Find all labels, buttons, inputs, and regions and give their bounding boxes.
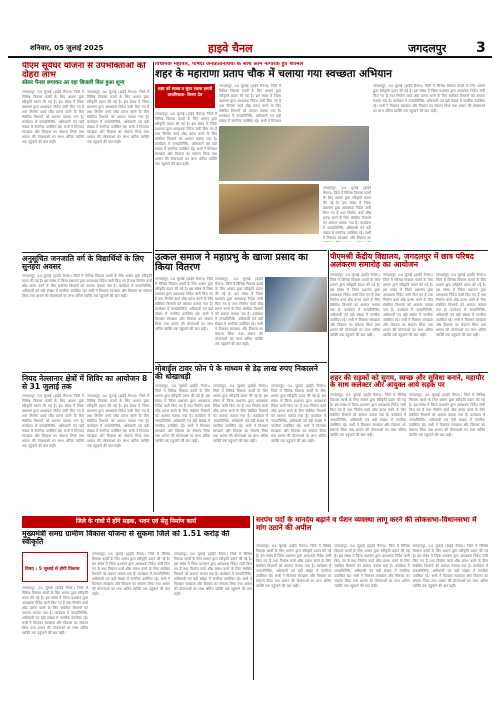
column-divider: [253, 516, 254, 680]
article-body: जगदलपुर, 04 जुलाई (हाईवे चैनल)। जिले में विभिन्न विकास कार्यों के लिए शासन द्वारा स्वीकृति प्रदान की गई है। इस संबंध में जिला प्रशासन द्वारा आवश्यक निर्देश जारी किए गए हैं तथा निर्माण कार्य शीघ्र प्रारंभ करने के लिए संबंधित विभागों को अवगत कराया गया है। कार्यक्रम में जनप्रतिनिधि, अधिकारी एवं बड़ी संख्या में नागरिक उपस्थित रहे। सभी ने मिलकर स्वच्छता और विकास का संकल्प लिया तथा शासन की योजनाओं का लाभ अंतिम व्यक्ति तक पहुंचाने की बात कही।: [155, 383, 210, 443]
column-divider: [328, 250, 329, 512]
article-body: जगदलपुर, 04 जुलाई (हाईवे चैनल)। जिले में विभिन्न विकास कार्यों के लिए शासन द्वारा स्वीकृति प्रदान की गई है। इस संबंध में जिला प्रशासन द्वारा आवश्यक निर्देश जारी किए गए हैं तथा निर्माण कार्य शीघ्र प्रारंभ करने के लिए संबंधित विभागों को अवगत कराया गया है। कार्यक्रम में जनप्रतिनिधि, अधिकारी एवं बड़ी संख्या में नागरिक उपस्थित रहे। सभी ने मिलकर स्वच्छता और विकास का संकल्प लिया तथा शासन की योजनाओं का लाभ अंतिम व्यक्ति तक पहुंचाने की बात कही।: [330, 273, 380, 338]
article-headline: शहर के महाराणा प्रताप चौक में चलाया गया स्वच्छता अभियान: [155, 67, 392, 80]
article-body: जगदलपुर, 04 जुलाई (हाईवे चैनल)। जिले में विभिन्न विकास कार्यों के लिए शासन द्वारा स्वीकृति प्रदान की गई है। इस संबंध में जिला प्रशासन द्वारा आवश्यक निर्देश जारी किए गए हैं तथा निर्माण कार्य शीघ्र प्रारंभ करने के लिए संबंधित विभागों को अवगत कराया गया है। कार्यक्रम में जनप्रतिनिधि, अधिकारी एवं बड़ी संख्या में नागरिक उपस्थित रहे। सभी ने मिलकर स्वच्छता और विकास का: [323, 186, 371, 240]
article-body: जगदलपुर, 04 जुलाई (हाईवे चैनल)। जिले में विभिन्न विकास कार्यों के लिए शासन द्वारा स्वीकृति प्रदान की गई है। इस संबंध में जिला प्रशासन द्वारा आवश्यक निर्देश जारी किए गए हैं तथा निर्माण कार्य शीघ्र प्रारंभ करने के लिए संबंधित विभागों को अवगत कराया गया है। कार्यक्रम में जनप्रतिनिधि, अधिकारी एवं बड़ी संख्या में नागरिक उपस्थित रहे। सभी ने मिलकर स्वच्छता और विकास का संकल्प लिया तथा शासन की योजनाओं का लाभ अंतिम व्यक्ति तक पहुंचाने की बात कही।: [334, 544, 410, 588]
article-body: जगदलपुर, 04 जुलाई (हाईवे चैनल)। जिले में विभिन्न विकास कार्यों के लिए शासन द्वारा स्वीकृति प्रदान की गई है। इस संबंध में जिला प्रशासन द्वारा आवश्यक निर्देश जारी किए गए हैं तथा निर्माण कार्य शीघ्र प्रारंभ करने के लिए संबंधित विभागों को अवगत कराया गया है। कार्यक्रम में जनप्रतिनिधि, अधिकारी एवं बड़ी संख्या में नागरिक उपस्थित रहे। सभी ने मिलकर स्वच्छता और विकास का संकल्प लिया तथा शासन की योजनाओं का लाभ अंतिम व्यक्ति तक पहुंचाने की बात कही।: [213, 383, 268, 443]
article-body: जगदलपुर, 04 जुलाई (हाईवे चैनल)। जिले में विभिन्न विकास कार्यों के लिए शासन द्वारा स्वीकृति प्रदान की गई है। इस संबंध में जिला प्रशासन द्वारा आवश्यक निर्देश जारी किए गए हैं तथा निर्माण कार्य शीघ्र प्रारंभ करने के लिए संबंधित विभागों को अवगत कराया गया है। कार्यक्रम में जनप्रतिनिधि, अधिकारी एवं बड़ी संख्या में नागरिक उपस्थित रहे। सभी ने मिलकर स्वच्छता और विकास का संकल्प लिया तथा शासन की योजनाओं का लाभ अंतिम व्यक्ति तक पहुंचाने की बात कही।: [383, 273, 433, 338]
masthead: [8, 38, 492, 58]
article-headline: पीएमश्री केंद्रीय विद्यालय, जगदलपुर में छात्र परिषद अलंकरण समारोह का आयोजन: [330, 252, 474, 270]
article-body: जगदलपुर, 04 जुलाई (हाईवे चैनल)। जिले में विभिन्न विकास कार्यों के लिए शासन द्वारा स्वीकृति प्रदान की गई है। इस संबंध में जिला प्रशासन द्वारा आवश्यक निर्देश जारी किए गए हैं तथा निर्माण कार्य शीघ्र प्रारंभ करने के लिए संबंधित विभागों को अवगत कराया गया है। कार्यक्रम में जनप्रतिनिधि, अधिकारी एवं बड़ी संख्या में नागरिक उपस्थित रहे। सभी ने मिलकर स्वच्छता और विकास का संकल्प लिया तथा शासन की योजनाओं का लाभ अंतिम व्यक्ति तक पहुंचाने की बात कही।: [155, 277, 213, 331]
banner-text: जिले के गांवों में होंगे सड़क, भवन एवं सेतु निर्माण कार्य: [75, 518, 197, 525]
article-body: जगदलपुर, 04 जुलाई (हाईवे चैनल)। जिले में विभिन्न विकास कार्यों के लिए शासन द्वारा स्वीकृति प्रदान की गई है। इस संबंध में जिला प्रशासन द्वारा आवश्यक निर्देश जारी किए गए हैं तथा निर्माण कार्य शीघ्र प्रारंभ करने के लिए संबंधित विभागों को अवगत कराया गया है। कार्यक्रम में जनप्रतिनिधि, अधिकारी एवं बड़ी संख्या में नागरिक उपस्थित रहे। सभी ने मिलकर स्वच्छता और विकास का संकल्प लिया तथा शासन की योजनाओं का लाभ अंतिम व्यक्ति तक पहुंचाने की बात कही।: [22, 586, 88, 635]
article-sarpanch: [256, 544, 488, 680]
article-body: जगदलपुर, 04 जुलाई (हाईवे चैनल)। जिले में विभिन्न विकास कार्यों के लिए शासन द्वारा स्वीकृति प्रदान की गई है। इस संबंध में जिला प्रशासन द्वारा आवश्यक निर्देश जारी किए गए हैं तथा निर्माण कार्य शीघ्र प्रारंभ करने के लिए संबंधित विभागों को अवगत कराया गया है। कार्यक्रम में जनप्रतिनिधि, अधिकारी एवं बड़ी संख्या में नागरिक उपस्थित रहे। सभी ने मिलकर स्वच्छता और विकास का संकल्प लिया तथा शासन की योजनाओं का लाभ अंतिम व्यक्ति तक पहुंचाने की बात कही।: [409, 392, 485, 437]
article-fraud: [155, 362, 327, 512]
article-body: जगदलपुर, 04 जुलाई (हाईवे चैनल)। जिले में विभिन्न विकास कार्यों के लिए शासन द्वारा स्वीकृति प्रदान की गई है। इस संबंध में जिला प्रशासन द्वारा आवश्यक निर्देश जारी किए गए हैं तथा निर्माण कार्य शीघ्र प्रारंभ करने के लिए संबंधित विभागों को अवगत कराया गया है। कार्यक्रम में जनप्रतिनिधि, अधिकारी एवं बड़ी संख्या में नागरिक उपस्थित रहे। सभी ने मिलकर स्वच्छता और विकास का संकल्प लिया तथा शासन की योजनाओं का लाभ अंतिम व्यक्ति तक पहुंचाने की बात कही।: [87, 89, 149, 144]
article-body: जगदलपुर, 04 जुलाई (हाईवे चैनल)। जिले में विभिन्न विकास कार्यों के लिए शासन द्वारा स्वीकृति प्रदान की गई है। इस संबंध में जिला प्रशासन द्वारा आवश्यक निर्देश जारी किए गए हैं तथा निर्माण कार्य शीघ्र प्रारंभ करने के लिए संबंधित विभागों को अवगत कराया गया है। कार्यक्रम में जनप्रतिनिधि, अधिकारी एवं बड़ी संख्या में नागरिक उपस्थित रहे। सभी ने मिलकर स्वच्छता और विकास का संकल्प लिया तथा शासन की योजनाओं का लाभ अंतिम व्यक्ति तक पहुंचाने की बात कही।: [215, 277, 263, 346]
article-headline: मुख्यमंत्री समग्र ग्रामीण विकास योजना से सुकमा जिले को 1.51 करोड़ की स्वीकृति: [22, 530, 230, 546]
column-divider: [153, 62, 154, 512]
news-photo: [265, 277, 327, 332]
banner-left: [22, 516, 250, 528]
paper-name: हाइवे चैनल: [208, 42, 253, 55]
article-hostel: [22, 252, 152, 368]
side-box-title: विषय : 5 जुलाई से होगी विकास: [25, 567, 80, 572]
banner-right: [256, 516, 488, 540]
article-headline: उत्कल समाज ने महाप्रभु के खाजा प्रसाद का किया वितरण: [155, 252, 308, 273]
quote-text: शहर को स्वच्छ व सुंदर रखना हमारी प्राथमिकता- किरण देव: [157, 86, 213, 97]
article-body: जगदलपुर, 04 जुलाई (हाईवे चैनल)। जिले में विभिन्न विकास कार्यों के लिए शासन द्वारा स्वीकृति प्रदान की गई है। इस संबंध में जिला प्रशासन द्वारा आवश्यक निर्देश जारी किए गए हैं तथा निर्माण कार्य शीघ्र प्रारंभ करने के लिए संबंधित विभागों को अवगत कराया गया है। कार्यक्रम में जनप्रतिनिधि, अधिकारी एवं बड़ी संख्या में नागरिक उपस्थित रहे। सभी ने मिलकर स्वच्छता और विकास का संकल्प लिया तथा शासन की योजनाओं का लाभ अंतिम व्यक्ति तक पहुंचाने की बात कही।: [271, 383, 326, 443]
article-gramin: [22, 530, 252, 680]
article-headline: मोबाईल टावर फोन पे के माध्यम से डेढ़ लाख रुपए निकालने की धोखाधड़ी: [155, 364, 318, 381]
article-body: जगदलपुर, 04 जुलाई (हाईवे चैनल)। जिले में विभिन्न विकास कार्यों के लिए शासन द्वारा स्वीकृति प्रदान की गई है। इस संबंध में जिला प्रशासन द्वारा आवश्यक निर्देश जारी किए गए हैं तथा निर्माण कार्य शीघ्र प्रारंभ करने के लिए संबंधित विभागों को अवगत कराया गया है। कार्यक्रम में जनप्रतिनिधि, अधिकारी एवं बड़ी संख्या में नागरिक उपस्थित रहे। सभी ने मिलकर स्वच्छता और विकास का संकल्प लिया तथा शासन की योजनाओं का लाभ अंतिम व्यक्ति तक पहुंचाने की बात कही।: [174, 552, 252, 596]
article-body: जगदलपुर, 04 जुलाई (हाईवे चैनल)। जिले में विभिन्न विकास कार्यों के लिए शासन द्वारा स्वीकृति प्रदान की गई है। इस संबंध में जिला प्रशासन द्वारा आवश्यक निर्देश जारी किए गए हैं तथा निर्माण कार्य शीघ्र प्रारंभ करने के लिए संबंधित विभागों को अवगत कराया गया है। कार्यक्रम में जनप्रतिनिधि, अधिकारी एवं बड़ी संख्या में नागरिक उपस्थित रहे। सभी ने मिलकर स्वच्छता और विकास का संकल्प लिया तथा शासन की योजनाओं का लाभ अंतिम व्यक्ति तक पहुंचाने की बात कही।: [412, 544, 488, 588]
page-number: 3: [476, 40, 486, 56]
article-body: जगदलपुर, 04 जुलाई (हाईवे चैनल)। जिले में विभिन्न विकास कार्यों के लिए शासन द्वारा स्वीकृति प्रदान की गई है। इस संबंध में जिला प्रशासन द्वारा आवश्यक निर्देश जारी किए गए हैं तथा निर्माण कार्य शीघ्र प्रारंभ करने के लिए संबंधित विभागों को अवगत कराया गया है। कार्यक्रम में जनप्रतिनिधि, अधिकारी एवं बड़ी संख्या में नागरिक उपस्थित रहे। सभी ने मिलकर स्वच्छता और विकास का संकल्प लिया तथा शासन की योजनाओं का लाभ अंतिम व्यक्ति तक पहुंचाने की बात कही।: [22, 393, 84, 448]
article-headline: अनुसूचित जनजाति वर्ग के विद्यार्थियों के लिए सुनहरा अवसर: [22, 254, 144, 271]
news-photo: [219, 126, 369, 181]
article-solar: [22, 62, 152, 242]
article-road: [330, 372, 488, 512]
article-body: जगदलपुर, 04 जुलाई (हाईवे चैनल)। जिले में विभिन्न विकास कार्यों के लिए शासन द्वारा स्वीकृति प्रदान की गई है। इस संबंध में जिला प्रशासन द्वारा आवश्यक निर्देश जारी किए गए हैं तथा निर्माण कार्य शीघ्र प्रारंभ करने के लिए संबंधित विभागों को अवगत कराया गया है। कार्यक्रम में जनप्रतिनिधि, अधिकारी एवं बड़ी संख्या में नागरिक उपस्थित रहे। सभी ने मिलकर स्वच्छता और विकास का संकल्प लिया तथा शासन की योजनाओं का लाभ अंतिम व्यक्ति तक पहुंचाने की बात कही।: [155, 112, 217, 166]
article-headline: शहर की सड़कों को सुगम, स्वच्छ और सुविधा बनाने, महापौर के साथ कलेक्टर और आयुक्त आये सड़क पर: [330, 374, 485, 390]
article-body: जगदलपुर, 04 जुलाई (हाईवे चैनल)। जिले में विभिन्न विकास कार्यों के लिए शासन द्वारा स्वीकृति प्रदान की गई है। इस संबंध में जिला प्रशासन द्वारा आवश्यक निर्देश जारी किए गए हैं तथा निर्माण कार्य शीघ्र प्रारंभ करने के लिए संबंधित विभागों को अवगत कराया गया है। कार्यक्रम में जनप्रतिनिधि, अधिकारी एवं बड़ी संख्या में नागरिक उपस्थित रहे। सभी ने मिलकर स्वच्छता और विकास का संकल्प लिया तथा शासन की योजनाओं का लाभ अंतिम व्यक्ति तक पहुंचाने की बात कही।: [22, 89, 84, 144]
article-pmshri: [330, 250, 488, 370]
article-subhead: सोलर पैनल लगाकर आ रहा बिजली बिल हुआ शून्य: [22, 79, 125, 86]
article-utsav: [155, 250, 327, 360]
article-body: जगदलपुर, 04 जुलाई (हाईवे चैनल)। जिले में विभिन्न विकास कार्यों के लिए शासन द्वारा स्वीकृति प्रदान की गई है। इस संबंध में जिला प्रशासन द्वारा आवश्यक निर्देश जारी किए गए हैं तथा निर्माण कार्य शीघ्र प्रारंभ करने के लिए संबंधित विभागों को अवगत कराया गया है। कार्यक्रम में जनप्रतिनिधि, अधिकारी एवं बड़ी संख्या में नागरिक उपस्थित रहे। सभी ने मिलकर स्वच्छता और विकास का संकल्प लिया तथा शासन की योजनाओं का लाभ अंतिम व्यक्ति तक पहुंचाने की बात कही।: [436, 273, 486, 338]
article-kicker: विधायक महापौर, पार्षदों जनप्रतिनिधियों के साथ आम नागरिक हुए शामिल: [155, 62, 304, 67]
side-box: [22, 552, 88, 582]
article-body: जगदलपुर, 04 जुलाई (हाईवे चैनल)। जिले में विभिन्न विकास कार्यों के लिए शासन द्वारा स्वीकृति प्रदान की गई है। इस संबंध में जिला प्रशासन द्वारा आवश्यक निर्देश जारी किए गए हैं तथा निर्माण कार्य शीघ्र प्रारंभ करने के लिए संबंधित विभागों को अवगत कराया गया है। कार्यक्रम में जनप्रतिनिधि, अधिकारी एवं बड़ी संख्या में नागरिक उपस्थित रहे। सभी ने मिलकर स्वच्छता और विकास का संकल्प लिया तथा शासन की योजनाओं का लाभ अंतिम व्यक्ति तक पहुंचाने की बात कही।: [330, 392, 406, 437]
article-body: जगदलपुर, 04 जुलाई (हाईवे चैनल)। जिले में विभिन्न विकास कार्यों के लिए शासन द्वारा स्वीकृति प्रदान की गई है। इस संबंध में जिला प्रशासन द्वारा आवश्यक निर्देश जारी किए गए हैं तथा निर्माण कार्य शीघ्र प्रारंभ करने के लिए संबंधित विभागों को अवगत कराया गया है। कार्यक्रम में जनप्रतिनिधि, अधिकारी एवं बड़ी संख्या में नागरिक उपस्थित रहे। सभी ने मिलकर: [219, 84, 281, 123]
article-body: जगदलपुर, 04 जुलाई (हाईवे चैनल)। जिले में विभिन्न विकास कार्यों के लिए शासन द्वारा स्वीकृति प्रदान की गई है। इस संबंध में जिला प्रशासन द्वारा आवश्यक निर्देश जारी किए गए हैं तथा निर्माण कार्य शीघ्र प्रारंभ करने के लिए संबंधित विभागों को अवगत कराया गया है। कार्यक्रम में जनप्रतिनिधि, अधिकारी एवं बड़ी संख्या में नागरिक उपस्थित रहे। सभी ने मिलकर स्वच्छता और विकास का संकल्प लिया तथा शासन की योजनाओं का लाभ अंतिम व्यक्ति तक पहुंचाने की बात कही।: [256, 544, 332, 588]
article-body: जगदलपुर, 04 जुलाई (हाईवे चैनल)। जिले में विभिन्न विकास कार्यों के लिए शासन द्वारा स्वीकृति प्रदान की गई है। इस संबंध में जिला प्रशासन द्वारा आवश्यक निर्देश जारी किए गए हैं तथा निर्माण कार्य शीघ्र प्रारंभ करने के लिए संबंधित विभागों को अवगत कराया गया है। कार्यक्रम में जनप्रतिनिधि, अधिकारी एवं बड़ी संख्या में नागरिक उपस्थित रहे। सभी ने मिलकर स्वच्छता और विकास का संकल्प लिया तथा शासन की योजनाओं का लाभ अंतिम व्यक्ति तक पहुंचाने की बात कही।: [373, 84, 485, 113]
article-camp: [22, 372, 152, 512]
issue-date: शनिवार, 05 जुलाई 2025: [30, 44, 104, 52]
quote-box: [155, 84, 215, 108]
article-headline: नियद नेल्लानार क्षेत्रों में शिविर का आयोजन 8 से 31 जुलाई तक: [22, 374, 148, 391]
article-body: जगदलपुर, 04 जुलाई (हाईवे चैनल)। जिले में विभिन्न विकास कार्यों के लिए शासन द्वारा स्वीकृति प्रदान की गई है। इस संबंध में जिला प्रशासन द्वारा आवश्यक निर्देश जारी किए गए हैं तथा निर्माण कार्य शीघ्र प्रारंभ करने के लिए संबंधित विभागों को अवगत कराया गया है। कार्यक्रम में जनप्रतिनिधि, अधिकारी एवं बड़ी संख्या में नागरिक उपस्थित रहे। सभी ने मिलकर स्वच्छता और विकास का संकल्प लिया तथा शासन की योजनाओं का लाभ अंतिम व्यक्ति तक पहुंचाने की बात कही।: [87, 393, 149, 448]
city-name: जगदलपुर: [408, 42, 447, 55]
article-body: जगदलपुर, 04 जुलाई (हाईवे चैनल)। जिले में विभिन्न विकास कार्यों के लिए शासन द्वारा स्वीकृति प्रदान की गई है। इस संबंध में जिला प्रशासन द्वारा आवश्यक निर्देश जारी किए गए हैं तथा निर्माण कार्य शीघ्र प्रारंभ करने के लिए संबंधित विभागों को अवगत कराया गया है। कार्यक्रम में जनप्रतिनिधि, अधिकारी एवं बड़ी संख्या में नागरिक उपस्थित रहे। सभी ने मिलकर स्वच्छता और विकास का संकल्प लिया तथा शासन की योजनाओं का लाभ अंतिम व्यक्ति तक पहुंचाने की बात कही।: [92, 552, 170, 596]
article-headline: सरपंच पदों के मानदेय बढ़ाने व पेंशन व्यवस्था लागू करने की लोकसभा-विधानसभा में मांग उठाने की अपील: [256, 516, 477, 532]
news-photo: [219, 184, 319, 234]
article-headline: पीएम सूर्यघर योजना से उपभोक्ताओं को दोहरा लाभ: [22, 62, 146, 80]
article-cleanliness: [155, 62, 485, 248]
article-body: जगदलपुर, 04 जुलाई (हाईवे चैनल)। जिले में विभिन्न विकास कार्यों के लिए शासन द्वारा स्वीकृति प्रदान की गई है। इस संबंध में जिला प्रशासन द्वारा आवश्यक निर्देश जारी किए गए हैं तथा निर्माण कार्य शीघ्र प्रारंभ करने के लिए संबंधित विभागों को अवगत कराया गया है। कार्यक्रम में जनप्रतिनिधि, अधिकारी एवं बड़ी संख्या में नागरिक उपस्थित रहे। सभी ने मिलकर स्वच्छता और विकास का संकल्प लिया तथा शासन की योजनाओं का लाभ अंतिम व्यक्ति तक पहुंचाने की बात कही।: [22, 273, 152, 298]
